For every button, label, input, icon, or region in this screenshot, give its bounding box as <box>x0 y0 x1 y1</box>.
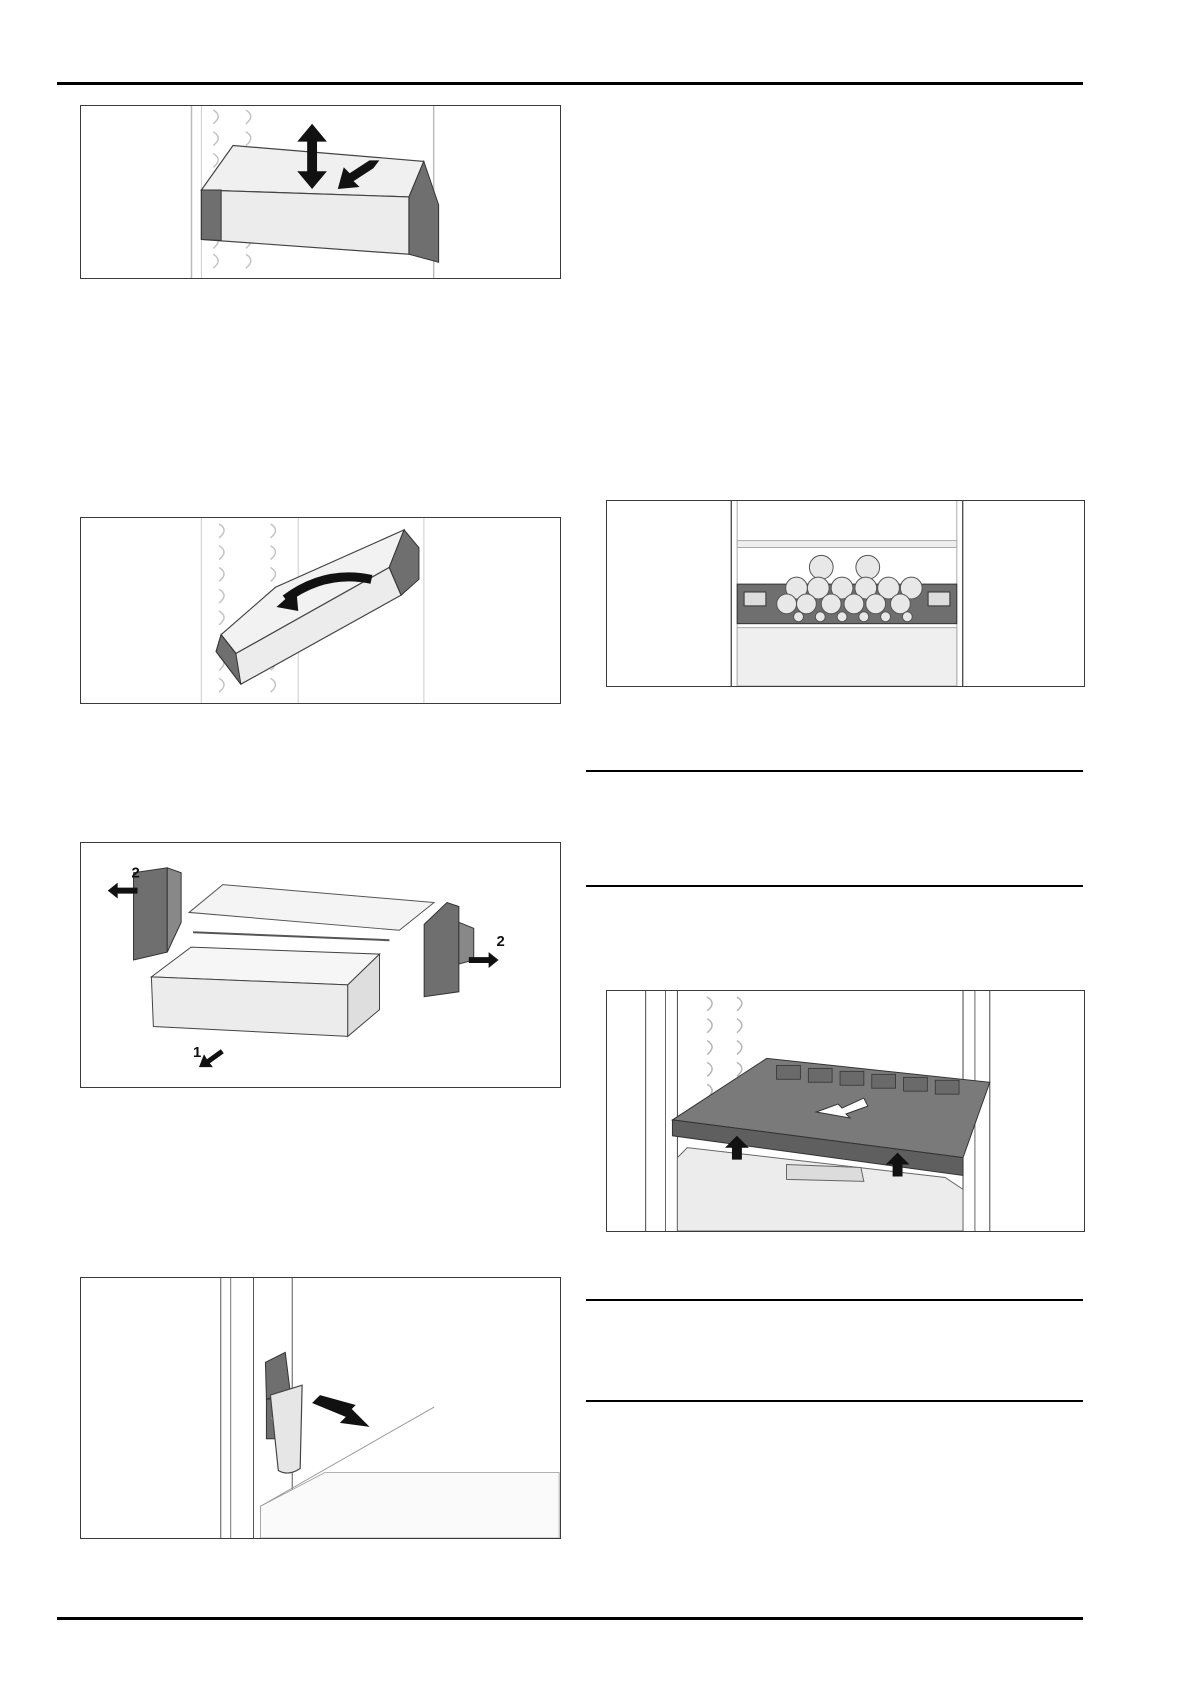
figure-shelf-tilt <box>80 517 561 704</box>
section-rule <box>586 770 1083 772</box>
figure-drawer-removal <box>80 842 561 1088</box>
water-dispenser-illustration <box>81 1278 560 1538</box>
left-bracket-step-label: 2 <box>131 865 140 882</box>
section-rule <box>586 1299 1083 1301</box>
drawer-step-label: 1 <box>193 1045 202 1062</box>
figure-water-dispenser <box>80 1277 561 1539</box>
shelf-tilt-illustration <box>81 518 560 703</box>
footer-rule <box>57 1617 1083 1620</box>
shelf-adjust-illustration <box>81 106 560 278</box>
right-bracket-step-label: 2 <box>496 934 505 951</box>
header-rule <box>57 82 1083 85</box>
figure-bottle-rack <box>606 500 1085 687</box>
figure-freezer-shelf <box>606 990 1085 1232</box>
drawer-removal-illustration <box>81 843 560 1087</box>
bottle-rack-illustration <box>607 501 1084 686</box>
section-rule <box>586 885 1083 887</box>
section-rule <box>586 1400 1083 1402</box>
freezer-shelf-illustration <box>607 991 1084 1231</box>
figure-shelf-adjust <box>80 105 561 279</box>
